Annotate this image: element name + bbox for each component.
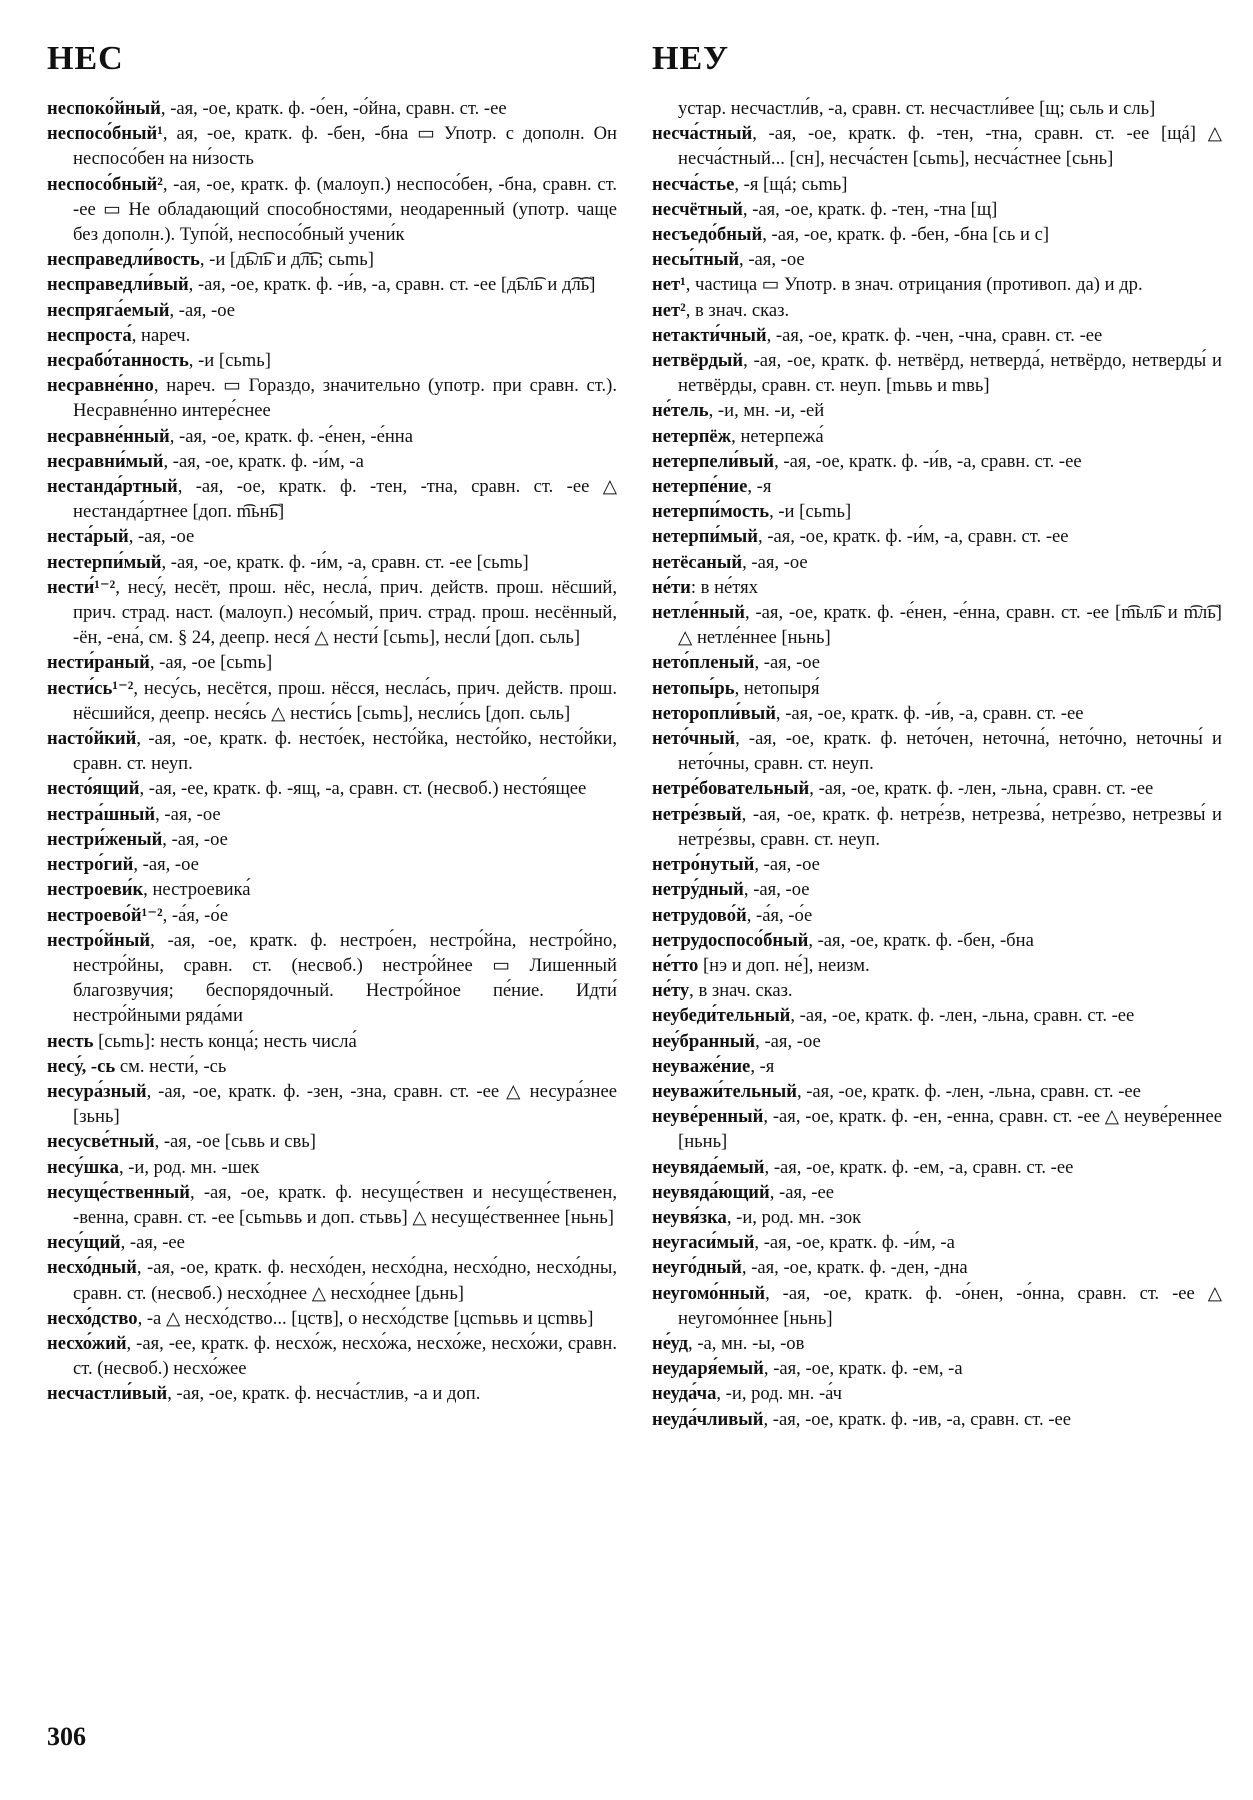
entry-headword: нестри́женый: [47, 828, 163, 850]
entry-headword: несравне́нно: [47, 375, 154, 397]
entry-definition: , -я: [750, 1055, 775, 1077]
entry-headword: неувяда́ющий: [652, 1181, 770, 1203]
entry-definition: , несу́, несёт, прош. нёс, несла́, прич. действ. прош. нёсший, прич. страд. наст. (малоуп.) несо́мый, прич. страд. прош. несённый, -ён, -ена́, см. § 24, деепр. неся́ △ нести́ [сьmь], несли́ [доп. сьль]: [73, 576, 617, 649]
entry-definition: , -ая, -ое, кратк. ф. -и́в, -а, сравн. ст. -ее [д͡ьл͡ь и д͡л͡ь]: [188, 274, 596, 296]
entry-definition: , -ая, -ое, кратк. ф. -лен, -льна, сравн. ст. -ее: [796, 1080, 1141, 1102]
entry-headword: несрабо́танность: [47, 350, 189, 372]
entry-definition: , -ая, -ое, кратк. ф. -ив, -а, сравн. ст. -ее: [763, 1408, 1072, 1430]
entry-definition: , -ая, -ое [сьmь]: [149, 652, 273, 674]
dictionary-entry: [47, 903, 617, 928]
dictionary-entry: [652, 1230, 1222, 1255]
dictionary-entry: [652, 499, 1222, 524]
entry-headword: нетерпели́вый: [652, 450, 775, 472]
entry-headword: неспроста́: [47, 324, 132, 346]
dictionary-entry: [47, 96, 617, 121]
entry-definition: , -ая, -ое, кратк. ф. -е́нен, -е́нна: [169, 425, 414, 447]
dictionary-entry: [652, 96, 1222, 121]
dictionary-entry: [652, 1281, 1222, 1331]
dictionary-entry: [652, 323, 1222, 348]
dictionary-entry: [652, 121, 1222, 171]
entry-definition: см. нести́, -сь: [115, 1055, 227, 1077]
entry-headword: неспосо́бный²: [47, 173, 163, 195]
entry-headword: нестанда́ртный: [47, 476, 178, 498]
entry-headword: несравни́мый: [47, 450, 164, 472]
entry-headword: неувя́зка: [652, 1206, 727, 1228]
entry-definition: , -ая, -ое, кратк. ф. нето́чен, неточна́, нето́чно, неточны́ и нето́чны, сравн. ст. неуп.: [678, 728, 1222, 775]
entry-definition: , -ая, -ое, кратк. ф. несто́ек, несто́йка, несто́йко, несто́йки, сравн. ст. неуп.: [73, 728, 617, 775]
entry-definition: , -ая, -ее: [120, 1232, 185, 1254]
entry-headword: нетре́бовательный: [652, 778, 810, 800]
entry-definition: , -ая, -ое, кратк. ф. -чен, -чна, сравн. ст. -ее: [766, 324, 1103, 346]
entry-headword: неторопли́вый: [652, 702, 776, 724]
dictionary-entry: [47, 172, 617, 248]
dictionary-entry: [652, 1104, 1222, 1154]
entry-definition: , -ая, -ое, кратк. ф. нестро́ен, нестро́йна, нестро́йно, нестро́йны, сравн. ст. (несвоб.) нестро́йнее ▭ Лишенный благозвучия; беспорядочный. Нестро́йное пе́ние. Идти́ нестро́йными ряда́ми: [73, 929, 617, 1027]
dictionary-entry: [47, 1129, 617, 1154]
dictionary-entry: [47, 1079, 617, 1129]
entry-definition: , -ая, -ое, кратк. ф. -ден, -дна: [741, 1257, 968, 1279]
dictionary-entry: [652, 1356, 1222, 1381]
dictionary-entry: [652, 1381, 1222, 1406]
entry-headword: нетерпи́мый: [652, 526, 759, 548]
dictionary-entry: [652, 1205, 1222, 1230]
entry-definition: , -а́я, -о́е: [162, 904, 229, 926]
dictionary-entry: [652, 424, 1222, 449]
entry-headword: насто́йкий: [47, 728, 137, 750]
entry-headword: нетру́дный: [652, 879, 744, 901]
entry-definition: , -и, мн. -и, -ей: [708, 400, 825, 422]
entry-headword: нетро́нутый: [652, 854, 755, 876]
entry-definition: : в не́тях: [690, 576, 759, 598]
entry-definition: , -я: [747, 476, 772, 498]
dictionary-entry: [652, 726, 1222, 776]
entry-headword: неспоко́йный: [47, 98, 161, 119]
entry-definition: , нетопыря́: [734, 677, 820, 699]
entry-definition: , -ая, -ее: [769, 1181, 834, 1203]
entry-definition: , -ая, -ое, кратк. ф. -лен, -льна, сравн. ст. -ее: [809, 778, 1154, 800]
entry-definition: , -ая, -ое, кратк. ф. -бен, -бна [сь и с]: [762, 224, 1050, 246]
entry-definition: , -ая, -ое: [133, 854, 199, 876]
entry-headword: нестерпи́мый: [47, 551, 162, 573]
dictionary-entry: [47, 852, 617, 877]
dictionary-entry: [652, 776, 1222, 801]
entry-definition: , -ая, -ое, кратк. ф. -зен, -зна, сравн. ст. -ее △ несура́знее [зьнь]: [73, 1080, 617, 1128]
entry-definition: , -ая, -ое, кратк. ф. -о́нен, -о́нна, сравн. ст. -ее △ неугомо́ннее [ньнь]: [678, 1282, 1222, 1329]
entry-headword: несхо́жий: [47, 1332, 127, 1354]
entry-headword: несть: [47, 1030, 94, 1052]
dictionary-entry: [652, 1331, 1222, 1356]
entry-headword: нет¹: [652, 274, 686, 296]
entry-headword: несправедли́вый: [47, 274, 189, 296]
right-column: [652, 96, 1222, 1432]
entry-definition: , -а, мн. -ы, -ов: [688, 1332, 805, 1354]
dictionary-entry: [652, 802, 1222, 852]
entry-definition: , -ая, -ое: [128, 526, 195, 548]
dictionary-entry: [652, 197, 1222, 222]
entry-headword: неспряга́емый: [47, 299, 170, 321]
entry-definition: , -ая, -ое, кратк. ф. -бен, -бна: [808, 929, 1034, 951]
entry-headword: несъедо́бный: [652, 224, 763, 246]
entry-definition: [сьmь]: несть конца́; несть числа́: [93, 1030, 357, 1052]
entry-headword: несчастли́вый: [47, 1383, 168, 1405]
dictionary-entry: [652, 1407, 1222, 1432]
dictionary-entry: [47, 474, 617, 524]
entry-definition: , -и, род. мн. -шек: [118, 1156, 260, 1178]
entry-definition: , -ая, -ое, кратк. ф. -тен, -тна, сравн. ст. -ее [щá] △ несча́стный... [сн], несча́стен [сьmь], несча́стнее [сьнь]: [678, 123, 1222, 170]
entry-headword: несравне́нный: [47, 425, 170, 447]
entry-headword: несхо́дный: [47, 1257, 137, 1279]
dictionary-entry: [652, 978, 1222, 1003]
dictionary-entry: [652, 575, 1222, 600]
dictionary-entry: [652, 474, 1222, 499]
dictionary-entry: [47, 676, 617, 726]
entry-definition: , -и [сьmь]: [188, 350, 271, 372]
dictionary-entry: [652, 1155, 1222, 1180]
dictionary-entry: [47, 827, 617, 852]
entry-definition: , -ая, -ое: [754, 854, 820, 876]
entry-definition: , частица ▭ Употр. в знач. отрицания (противоп. да) и др.: [685, 274, 1143, 296]
dictionary-entry: [47, 449, 617, 474]
entry-definition: , -ая, -ое, кратк. ф. -ем, -а: [763, 1358, 963, 1380]
dictionary-entry: [47, 928, 617, 1029]
entry-definition: , -ая, -ое, кратк. ф. несхо́ден, несхо́дна, несхо́дно, несхо́дны, сравн. ст. (несвоб.) несхо́днее △ несхо́днее [дьнь]: [73, 1257, 617, 1304]
entry-headword: несу́, -сь: [47, 1055, 116, 1077]
dictionary-entry: [47, 776, 617, 801]
entry-definition: [нэ и доп. не́], неизм.: [698, 954, 870, 976]
entry-headword: несправедли́вость: [47, 249, 200, 271]
dictionary-entry: [47, 1306, 617, 1331]
entry-headword: нетре́звый: [652, 803, 742, 825]
entry-definition: , -ая, -ое, кратк. ф. -е́нен, -е́нна, сравн. ст. -ее [m͡ьл͡ь и m͡л͡ь] △ нетле́ннее [ньнь]: [678, 602, 1222, 649]
entry-definition: , -ая, -ое, кратк. ф. -и́м, -а, сравн. ст. -ее: [758, 526, 1069, 548]
entry-definition: , ая, -ое, кратк. ф. -бен, -бна ▭ Употр. с дополн. Он неспосо́бен на ни́зость: [73, 123, 617, 170]
entry-headword: нетопы́рь: [652, 677, 735, 699]
dictionary-entry: [47, 524, 617, 549]
entry-headword: нетерпи́мость: [652, 501, 770, 523]
entry-headword: нетерпе́ние: [652, 476, 748, 498]
entry-definition: , -ая, -ое, кратк. ф. (малоуп.) неспосо́бен, -бна, сравн. ст. -ее ▭ Не обладающий способностями, неодаренный (употр. чаще без дополн.). Тупо́й, неспосо́бный учени́к: [73, 173, 617, 246]
dictionary-entry: [47, 1180, 617, 1230]
dictionary-entry: [47, 1029, 617, 1054]
dictionary-entry: [652, 928, 1222, 953]
entry-definition: , -ая, -ое: [169, 299, 236, 321]
entry-headword: несчётный: [652, 198, 743, 220]
entry-definition: , -ая, -ое: [155, 803, 221, 825]
dictionary-entry: [47, 802, 617, 827]
entry-headword: нето́пленый: [652, 652, 755, 674]
entry-definition: , -ая, -ое, кратк. ф. -ен, -енна, сравн. ст. -ее △ неуве́реннее [ньнь]: [678, 1106, 1222, 1153]
entry-headword: неуда́чливый: [652, 1408, 764, 1430]
dictionary-entry: [652, 852, 1222, 877]
dictionary-entry: [47, 323, 617, 348]
dictionary-entry: [652, 348, 1222, 398]
entry-definition: , -ая, -ое, кратк. ф. -и́м, -а: [163, 450, 364, 472]
entry-headword: нести́сь¹⁻²: [47, 677, 134, 699]
entry-headword: несура́зный: [47, 1080, 147, 1102]
entry-headword: неуго́дный: [652, 1257, 742, 1279]
entry-definition: , -ая, -ое, кратк. ф. -и́в, -а, сравн. ст. -ее: [774, 450, 1082, 472]
dictionary-entry: [652, 600, 1222, 650]
entry-definition: , -а △ несхо́дство... [цств], о несхо́дстве [цсmьвь и цсmвь]: [137, 1307, 594, 1329]
entry-headword: нестро́йный: [47, 929, 151, 951]
dictionary-entry: [652, 676, 1222, 701]
dictionary-entry: [652, 272, 1222, 297]
entry-headword: нетвёрдый: [652, 350, 744, 372]
dictionary-entry: [47, 1054, 617, 1079]
entry-definition: , -и, род. мн. -зок: [726, 1206, 862, 1228]
entry-definition: , -ая, -ее, кратк. ф. -ящ, -а, сравн. ст. (несвоб.) несто́ящее: [139, 778, 587, 800]
entry-definition: , -ая, -ое: [754, 652, 821, 674]
entry-headword: несу́шка: [47, 1156, 119, 1178]
entry-headword: несхо́дство: [47, 1307, 138, 1329]
entry-headword: несча́стный: [652, 123, 753, 145]
entry-headword: несуще́ственный: [47, 1181, 191, 1203]
entry-headword: нет²: [652, 299, 686, 321]
entry-definition: , в знач. сказ.: [685, 299, 790, 321]
entry-headword: несто́ящий: [47, 778, 140, 800]
entry-definition: , -ая, -ое: [755, 1030, 821, 1052]
dictionary-entry: [47, 1230, 617, 1255]
entry-headword: неувяда́емый: [652, 1156, 765, 1178]
dictionary-entry: [652, 298, 1222, 323]
entry-definition: , -ая, -ое, кратк. ф. -тен, -тна, сравн. ст. -ее △ нестанда́ртнее [доп. m͡ьн͡ь]: [73, 476, 617, 523]
entry-headword: нето́чный: [652, 728, 736, 750]
dictionary-entry: [652, 1180, 1222, 1205]
dictionary-entry: [47, 1155, 617, 1180]
entry-definition: , нареч.: [131, 324, 191, 346]
dictionary-entry: [652, 524, 1222, 549]
entry-definition: , -ая, -ое, кратк. ф. -и́в, -а, сравн. ст. -ее: [775, 702, 1084, 724]
entry-definition: , -ая, -ее, кратк. ф. несхо́ж, несхо́жа, несхо́же, несхо́жи, сравн. ст. (несвоб.) несхо́жее: [73, 1332, 617, 1380]
entry-definition: , -ая, -ое, кратк. ф. -тен, -тна [щ]: [742, 198, 998, 220]
entry-headword: нетерпёж: [652, 425, 732, 447]
entry-definition: , -ая, -ое: [743, 879, 810, 901]
dictionary-entry: [47, 424, 617, 449]
dictionary-entry: [652, 398, 1222, 423]
entry-headword: несусве́тный: [47, 1131, 155, 1153]
dictionary-entry: [47, 1381, 617, 1406]
entry-headword: неуве́ренный: [652, 1106, 764, 1128]
entry-headword: не́ту: [652, 980, 690, 1002]
entry-headword: неудаpя́емый: [652, 1358, 764, 1380]
entry-headword: нестроево́й¹⁻²: [47, 904, 163, 926]
entry-headword: неспосо́бный¹: [47, 123, 163, 145]
entry-headword: нетрудоспосо́бный: [652, 929, 809, 951]
entry-headword: неубеди́тельный: [652, 1005, 791, 1027]
entry-headword: неста́рый: [47, 526, 129, 548]
entry-headword: нестро́гий: [47, 854, 134, 876]
entry-definition: , нареч. ▭ Гораздо, значительно (употр. при сравн. ст.). Несравне́нно интере́снее: [73, 375, 617, 422]
entry-headword: неуваже́ние: [652, 1055, 751, 1077]
dictionary-entry: [652, 650, 1222, 675]
entry-definition: , -ая, -ое: [742, 551, 808, 573]
entry-definition: , нетерпежа́: [731, 425, 824, 447]
dictionary-entry: [652, 1079, 1222, 1104]
dictionary-entry: [47, 272, 617, 297]
entry-headword: неуда́ча: [652, 1383, 717, 1405]
entry-definition: , -ая, -ое, кратк. ф. -лен, -льна, сравн. ст. -ее: [790, 1005, 1135, 1027]
entry-definition: , несу́сь, несётся, прош. нёсся, несла́сь, прич. действ. прош. нёсшийся, деепр. неся́сь △ нести́сь [сьmь], несли́сь [доп. сьль]: [73, 677, 617, 724]
entry-definition: , -и [сьmь]: [769, 501, 852, 523]
running-head-right: НЕУ: [652, 40, 730, 77]
dictionary-entry: [652, 903, 1222, 928]
entry-headword: нетакти́чный: [652, 324, 767, 346]
entry-definition: , -ая, -ое, кратк. ф. -и́м, -а: [754, 1232, 955, 1254]
entry-definition: , -ая, -ое: [162, 828, 228, 850]
entry-headword: неу́бранный: [652, 1030, 756, 1052]
entry-headword: несу́щий: [47, 1232, 121, 1254]
dictionary-entry: [652, 877, 1222, 902]
entry-headword: нетёсаный: [652, 551, 743, 573]
dictionary-entry: [47, 650, 617, 675]
entry-headword: несы́тный: [652, 249, 740, 271]
entry-definition: , -ая, -ое, кратк. ф. -о́ен, -о́йна, сравн. ст. -ее: [160, 98, 507, 119]
entry-headword: неуважи́тельный: [652, 1080, 797, 1102]
dictionary-entry: [652, 701, 1222, 726]
dictionary-entry: [652, 1029, 1222, 1054]
dictionary-entry: [47, 877, 617, 902]
entry-headword: нести́раный: [47, 652, 150, 674]
dictionary-entry: [652, 1003, 1222, 1028]
entry-headword: нестра́шный: [47, 803, 156, 825]
entry-definition: , -ая, -ое: [739, 249, 805, 271]
entry-definition: устар. несчастли́в, -а, сравн. ст. несчастли́вее [щ; сьль и сль]: [678, 98, 1156, 119]
entry-headword: нетрудово́й: [652, 904, 747, 926]
entry-headword: не́тель: [652, 400, 709, 422]
left-column: [47, 96, 617, 1407]
entry-headword: не́ти: [652, 576, 691, 598]
entry-definition: , -ая, -ое, кратк. ф. несуще́ствен и несуще́ственен, -венна, сравн. ст. -ее [сьmьвь и доп. стьвь] △ несуще́ственнее [ньнь]: [73, 1181, 617, 1228]
entry-definition: , -ая, -ое, кратк. ф. нетвёрд, нетверда́, нетвёрдо, нетверды́ и нетвёрды, сравн. ст. неуп. [mьвь и mвь]: [678, 350, 1222, 397]
dictionary-entry: [652, 172, 1222, 197]
dictionary-entry: [652, 953, 1222, 978]
dictionary-entry: [47, 550, 617, 575]
entry-headword: не́уд: [652, 1332, 689, 1354]
dictionary-entry: [47, 373, 617, 423]
dictionary-entry: [652, 449, 1222, 474]
entry-headword: неугаси́мый: [652, 1232, 755, 1254]
entry-definition: , -ая, -ое, кратк. ф. -и́м, -а, сравн. ст. -ее [сьmь]: [161, 551, 529, 573]
entry-definition: , -я [щá; сьmь]: [734, 173, 848, 195]
dictionary-entry: [47, 298, 617, 323]
dictionary-entry: [47, 348, 617, 373]
dictionary-entry: [652, 550, 1222, 575]
dictionary-entry: [47, 121, 617, 171]
entry-definition: , -и [д͡ьл͡ь и д͡л͡ь; сьmь]: [199, 249, 374, 271]
entry-definition: , -ая, -ое, кратк. ф. нетре́зв, нетрезва́, нетре́зво, нетрезвы́ и нетре́звы, сравн. ст. неуп.: [678, 803, 1222, 850]
running-head-left: НЕС: [47, 40, 124, 77]
dictionary-entry: [47, 247, 617, 272]
entry-headword: не́тто: [652, 954, 699, 976]
entry-definition: , -и, род. мн. -а́ч: [716, 1383, 842, 1405]
dictionary-entry: [47, 1255, 617, 1305]
page-number: 306: [47, 1722, 86, 1751]
dictionary-entry: [47, 1331, 617, 1381]
entry-headword: неугомо́нный: [652, 1282, 766, 1304]
entry-headword: нетле́нный: [652, 602, 745, 624]
dictionary-entry: [652, 247, 1222, 272]
entry-definition: , в знач. сказ.: [689, 980, 793, 1002]
dictionary-entry: [47, 726, 617, 776]
entry-definition: , -ая, -ое, кратк. ф. -ем, -а, сравн. ст. -ее: [764, 1156, 1074, 1178]
entry-headword: несча́стье: [652, 173, 735, 195]
entry-definition: , -ая, -ое [сьвь и свь]: [154, 1131, 316, 1153]
entry-definition: , -ая, -ое, кратк. ф. несча́стлив, -а и доп.: [167, 1383, 481, 1405]
entry-headword: нестроеви́к: [47, 879, 144, 901]
entry-definition: , нестроевика́: [143, 879, 251, 901]
dictionary-entry: [652, 1255, 1222, 1280]
dictionary-entry: [652, 1054, 1222, 1079]
dictionary-entry: [47, 575, 617, 651]
entry-definition: , -а́я, -о́е: [746, 904, 813, 926]
dictionary-entry: [652, 222, 1222, 247]
entry-headword: нести́¹⁻²: [47, 576, 116, 598]
